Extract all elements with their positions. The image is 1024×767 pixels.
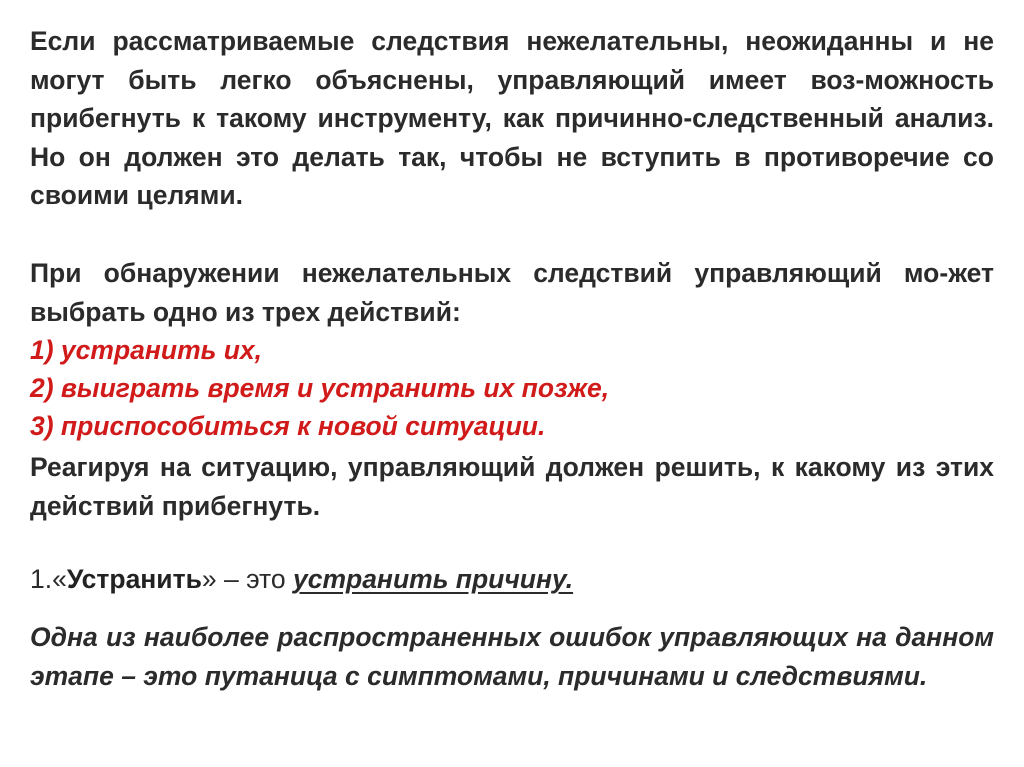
step-1-definition: устранить причину. bbox=[292, 564, 574, 595]
actions-list bbox=[30, 331, 994, 445]
step-1-term: Устранить bbox=[66, 564, 202, 595]
action-item-3: 3) приспособиться к новой ситуации. bbox=[30, 411, 546, 442]
slide-content bbox=[30, 22, 994, 696]
step-1-middle: » – это bbox=[201, 564, 293, 595]
intro-paragraph: Если рассматриваемые следствия нежелательны, неожиданны и не могут быть легко объяснены, управляющий имеет воз-можность прибегнуть к такому инструменту, как причинно-следственный анализ. Но он должен это делать так, чтобы не вступить в противоречие со своими целями. bbox=[30, 26, 994, 211]
common-mistake-paragraph: Одна из наиболее распространенных ошибок управляющих на данном этапе – это путаница с симптомами, причинами и следствиями. bbox=[30, 622, 994, 691]
action-item-1: 1) устранить их, bbox=[30, 335, 263, 366]
step-1-prefix: 1.« bbox=[30, 564, 67, 595]
action-item-2: 2) выиграть время и устранить их позже, bbox=[30, 373, 610, 404]
step-1-line bbox=[30, 560, 994, 598]
options-intro-paragraph: При обнаружении нежелательных следствий управляющий мо-жет выбрать одно из трех действий: bbox=[30, 257, 994, 327]
decision-paragraph: Реагируя на ситуацию, управляющий должен решить, к какому из этих действий прибегнуть. bbox=[30, 452, 994, 521]
